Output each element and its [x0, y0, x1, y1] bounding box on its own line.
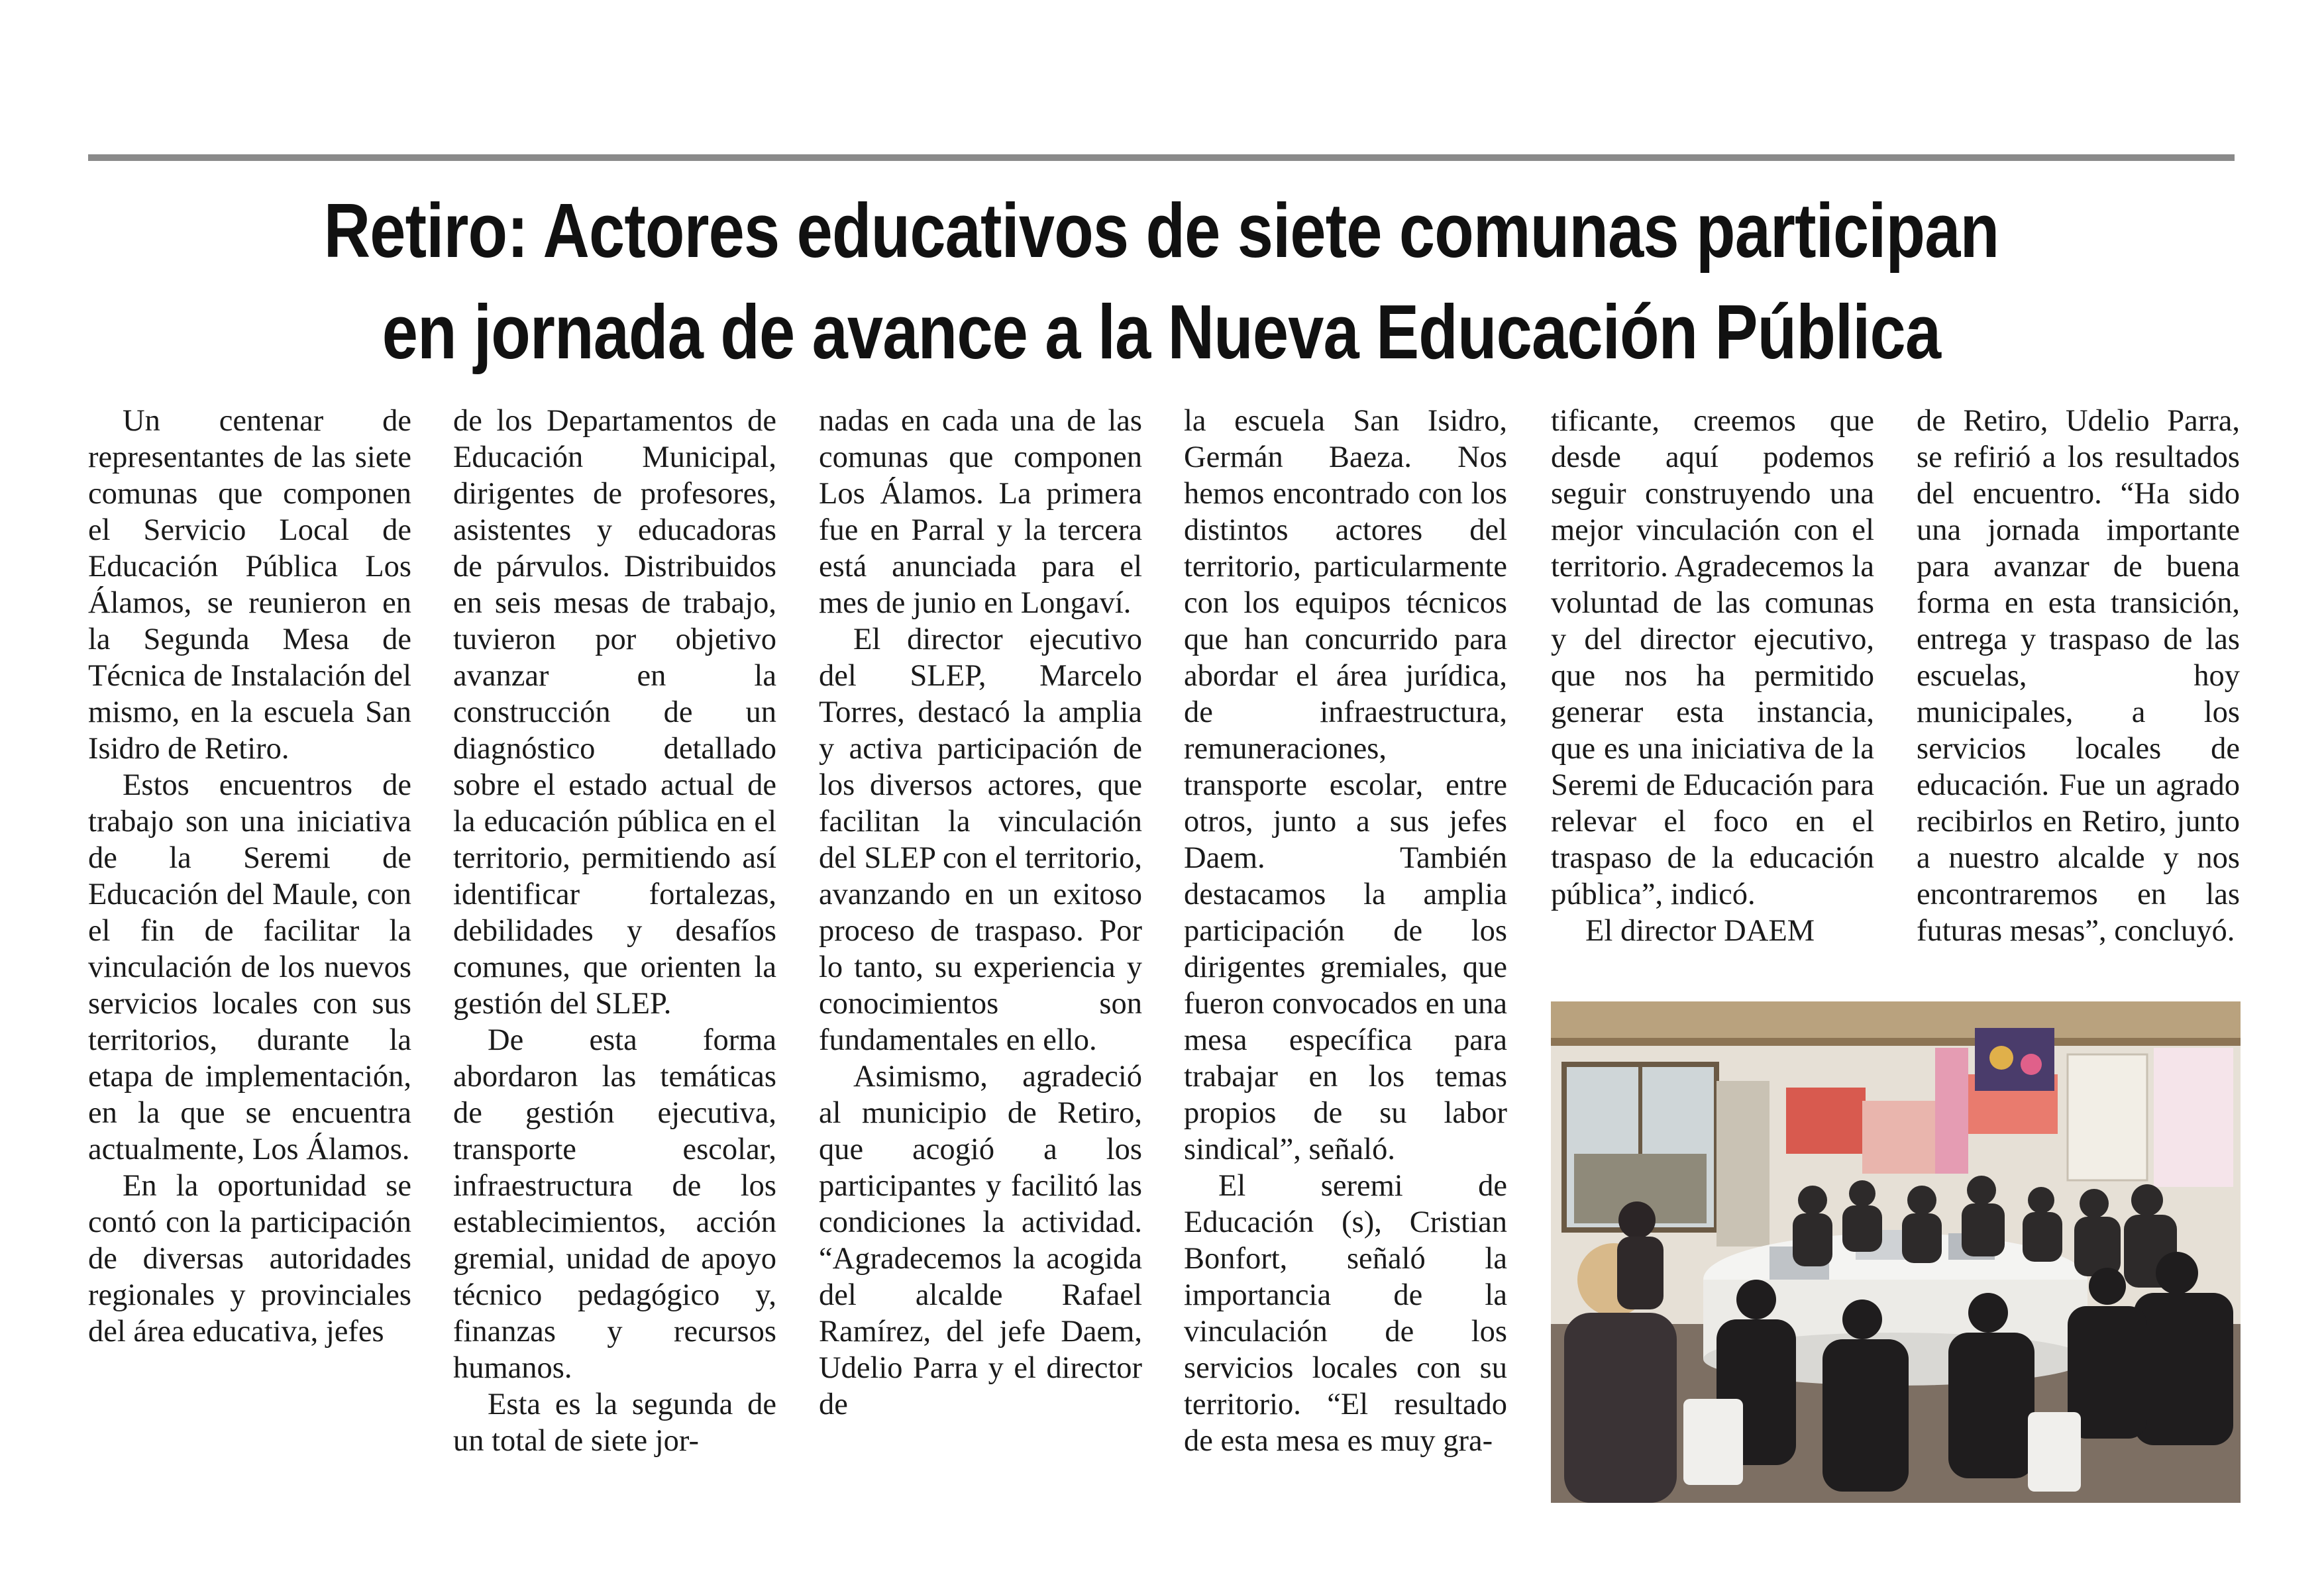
paragraph: de los Departamentos de Educación Municipal, dirigentes de profesores, asistentes y educadoras de párvulos. Distribuidos en seis mesas de trabajo, tuvieron por objetivo avanzar en la construcción de un diagnóstico detallado sobre el estado actual de la educación pública en el territorio, permitiendo así identificar fortalezas, debilidades y desafíos comunes, que orienten la gestión del SLEP. [453, 404, 776, 1021]
paragraph: Esta es la segunda de un total de siete jor- [453, 1388, 776, 1458]
paragraph: nadas en cada una de las comunas que componen Los Álamos. La primera fue en Parral y la tercera está anunciada para el mes de junio en Longaví. [819, 404, 1142, 620]
paragraph: Asimismo, agradeció al municipio de Retiro, que acogió a los participantes y facilitó las condiciones la actividad. “Agradecemos la acogida del alcalde Rafael Ramírez, del jefe Daem, Udelio Parra y el director de [819, 1060, 1142, 1421]
paragraph: tificante, creemos que desde aquí podemos seguir construyendo una mejor vinculación con el territorio. Agradecemos la voluntad de las comunas y del director ejecutivo, que nos ha permitido generar esta instancia, que es una iniciativa de la Seremi de Educación para relevar el foco en el traspaso de la educación pública”, indicó. [1551, 404, 1874, 911]
paragraph: El director DAEM [1585, 914, 1815, 948]
paragraph: El director ejecutivo del SLEP, Marcelo Torres, destacó la amplia y activa participación de los diversos actores, que facilitan la vinculación del SLEP con el territorio, avanzando en un exitoso proceso de traspaso. Por lo tanto, su experiencia y conocimientos son fundamentales en ello. [819, 623, 1142, 1057]
meeting-photo-illustration [1551, 1001, 2241, 1503]
paragraph: de Retiro, Udelio Parra, se refirió a los resultados del encuentro. “Ha sido una jornada importante para avanzar de buena forma en esta transición, entrega y traspaso de las escuelas, hoy municipales, a los servicios locales de educación. Fue un agrado recibirlos en Retiro, junto a nuestro alcalde y nos encontraremos en las futuras mesas”, concluyó. [1917, 404, 2240, 948]
paragraph: Estos encuentros de trabajo son una iniciativa de la Seremi de Educación del Maule, con el fin de facilitar la vinculación de los nuevos servicios locales con sus territorios, durante la etapa de implementación, en la que se encuentra actualmente, Los Álamos. [88, 768, 411, 1166]
paragraph: la escuela San Isidro, Germán Baeza. Nos hemos encontrado con los distintos actores del territorio, particularmente con los equipos técnicos que han concurrido para abordar el área jurídica, de infraestructura, remuneraciones, transporte escolar, entre otros, junto a sus jefes Daem. También destacamos la amplia participación de los dirigentes gremiales, que fueron convocados en una mesa específica para trabajar en los temas propios de su labor sindical”, señaló. [1184, 404, 1507, 1166]
paragraph: De esta forma abordaron las temáticas de gestión ejecutiva, transporte escolar, infraestructura de los establecimientos, acción gremial, unidad de apoyo técnico pedagógico y, finanzas y recursos humanos. [453, 1023, 776, 1385]
paragraph: Un centenar de representantes de las siete comunas que componen el Servicio Local de Educación Pública Los Álamos, se reunieron en la Segunda Mesa de Técnica de Instalación del mismo, en la escuela San Isidro de Retiro. [88, 404, 411, 766]
top-rule [88, 154, 2235, 161]
headline [260, 180, 2063, 383]
column-2 [453, 403, 776, 1459]
column-5 [1551, 403, 1874, 949]
column-6 [1917, 403, 2240, 949]
column-4 [1184, 403, 1507, 1459]
headline-line-2: en jornada de avance a la Nueva Educación Pública [382, 289, 1941, 375]
column-1 [88, 403, 411, 1350]
headline-line-1: Retiro: Actores educativos de siete comunas participan [323, 187, 1999, 274]
meeting-photo [1551, 1001, 2241, 1503]
paragraph: En la oportunidad se contó con la participación de diversas autoridades regionales y provinciales del área educativa, jefes [88, 1169, 411, 1349]
column-3 [819, 403, 1142, 1423]
paragraph: El seremi de Educación (s), Cristian Bonfort, señaló la importancia de la vinculación de los servicios locales con su territorio. “El resultado de esta mesa es muy gra- [1184, 1169, 1507, 1458]
